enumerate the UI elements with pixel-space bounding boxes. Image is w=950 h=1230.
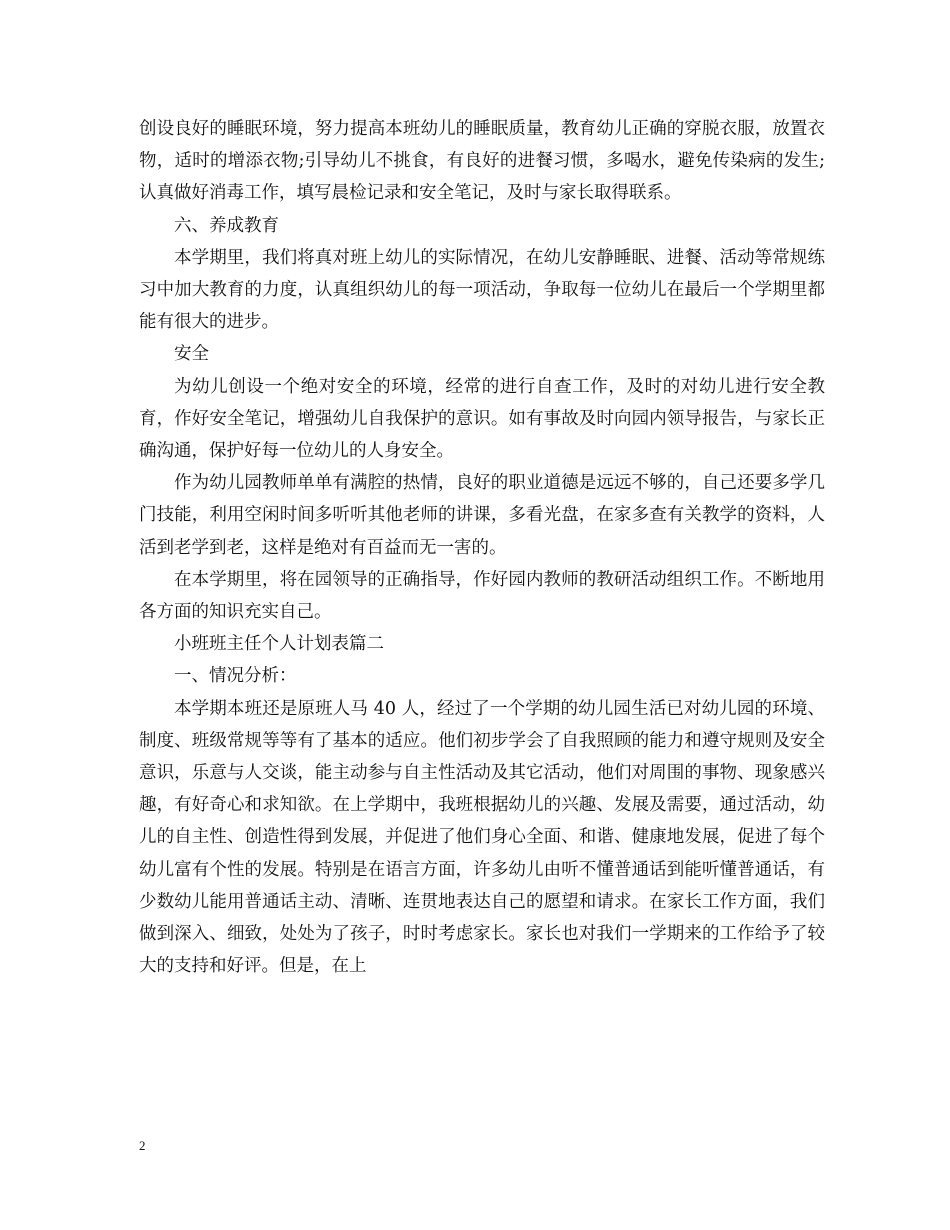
- heading-situation-analysis: 一、情况分析：: [174, 666, 297, 687]
- paragraph-teacher-skills: 作为幼儿园教师单单有满腔的热情，良好的职业道德是远远不够的，自己还要多学几门技能，利用空闲时间多听听其他老师的讲课，多看光盘，在家多查有关教学的资料，人活到老学到老，这样是绝对有百益而无一害的。: [139, 473, 825, 558]
- paragraph-hygiene-continued: 创设良好的睡眠环境，努力提高本班幼儿的睡眠质量，教育幼儿正确的穿脱衣服，放置衣物，适时的增添衣物;引导幼儿不挑食，有良好的进餐习惯，多喝水，避免传染病的发生;认真做好消毒工作，填写晨检记录和安全笔记，及时与家长取得联系。: [139, 119, 825, 204]
- paragraph-teaching-research: 在本学期里，将在园领导的正确指导，作好园内教师的教研活动组织工作。不断地用各方面的知识充实自己。: [139, 569, 825, 623]
- paragraph-situation-analysis: 本学期本班还是原班人马 40 人，经过了一个学期的幼儿园生活已对幼儿园的环境、制度、班级常规等等有了基本的适应。他们初步学会了自我照顾的能力和遵守规则及安全意识，乐意与人交谈，能主动参与自主性活动及其它活动，他们对周围的事物、现象感兴趣，有好奇心和求知欲。在上学期中，我班根据幼儿的兴趣、发展及需要，通过活动，幼儿的自主性、创造性得到发展，并促进了他们身心全面、和谐、健康地发展，促进了每个幼儿富有个性的发展。特别是在语言方面，许多幼儿由听不懂普通话到能听懂普通话，有少数幼儿能用普通话主动、清晰、连贯地表达自己的愿望和请求。在家长工作方面，我们做到深入、细致，处处为了孩子，时时考虑家长。家长也对我们一学期来的工作给予了较大的支持和好评。但是，在上: [139, 698, 825, 977]
- heading-habit-education: 六、养成教育: [174, 215, 279, 236]
- paragraph-habit-education: 本学期里，我们将真对班上幼儿的实际情况，在幼儿安静睡眠、进餐、活动等常规练习中加大教育的力度，认真组织幼儿的每一项活动，争取每一位幼儿在最后一个学期里都能有很大的进步。: [139, 247, 825, 333]
- document-body: [139, 113, 825, 982]
- heading-plan-part-two: 小班班主任个人计划表篇二: [174, 634, 384, 655]
- page-number: 2: [139, 1138, 146, 1153]
- heading-safety: 安全: [174, 344, 209, 365]
- paragraph-safety: 为幼儿创设一个绝对安全的环境，经常的进行自查工作，及时的对幼儿进行安全教育，作好安全笔记，增强幼儿自我保护的意识。如有事故及时向园内领导报告，与家长正确沟通，保护好每一位幼儿的人身安全。: [139, 376, 825, 462]
